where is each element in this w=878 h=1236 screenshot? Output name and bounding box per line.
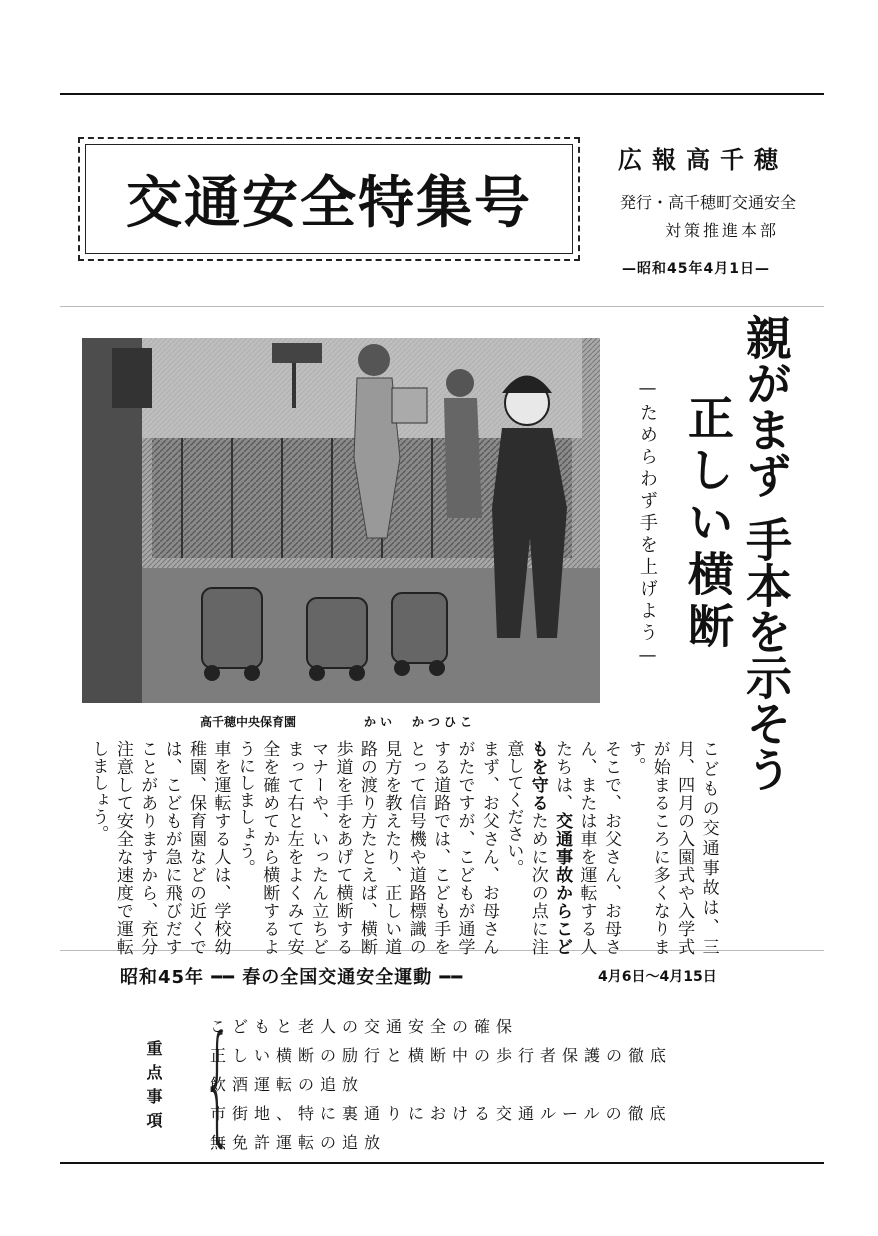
special-issue-title: 交通安全特集号 [126,171,532,236]
focus-item-4: 市街地、特に裏通りにおける交通ルールの徹底 [210,1104,672,1123]
headline-part-2: 手本を示そう [739,516,793,792]
focus-item-5: 無免許運転の追放 [210,1133,387,1152]
publisher-line-2: 対策推進本部 [665,221,780,240]
headline-part-1: 親がまず [739,314,793,498]
drawing-cars [202,588,447,668]
article-paragraph-4: 車を運転する人は、学校幼稚園、保育園などの近くでは、こどもが急に飛びだすことがありますから、充分注意して安全な速度で運転しましょう。 [88,740,231,955]
drawing-caption-school: 高千穂中央保育園 [200,715,297,729]
drawing-flag [392,388,427,423]
header-divider [60,306,824,307]
headline-line-2: 正しい横断 [681,394,735,654]
drawing-traffic-light [112,348,152,408]
article-paragraph-1: こどもの交通事故は、三月、四月の入園式や入学式が始まるころに多くなります。 [625,740,719,955]
drawing-child2-body [444,398,482,518]
brace-icon: { [202,1007,232,1159]
article-paragraph-2 [501,740,623,955]
child-drawing [82,338,600,703]
publisher-line-1: 発行・高千穂町交通安全 [620,193,797,212]
drawing-child-head [358,344,390,376]
drawing-svg [82,338,600,703]
article-emphasis: 交通事故からこどもを守る [527,740,573,955]
headline-line-1 [738,314,794,792]
focus-items-label: 重点事項 [144,1040,163,1136]
headline-subhead: —ためらわず手を上げよう— [637,378,658,670]
bottom-rule [60,1162,824,1164]
newsletter-name: 広報高千穂 [618,146,788,174]
campaign-dates: 4月6日～4月15日 [598,969,717,985]
focus-item-1: こどもと老人の交通安全の確保 [210,1017,519,1036]
focus-item-3: 飲酒運転の追放 [210,1075,365,1094]
issue-date: —昭和45年4月1日— [622,261,770,277]
article-paragraph-2-lead: そこで、お父さん、お母さん、または車を運転する人たちは、 [552,740,621,955]
article-body [86,740,721,955]
drawing-child2-head [446,369,474,397]
article-paragraph-2-tail: ために次の点に注意してください。 [503,740,548,955]
drawing-sign [272,343,322,363]
special-issue-title-box [78,137,580,261]
focus-item-2: 正しい横断の励行と横断中の歩行者保護の徹底 [210,1046,673,1065]
article-paragraph-3: まず、お父さん、お母さんがたですが、こどもが通学する道路では、こども手をとって信号機や道路標識の見方を教えたり、正しい道路の渡り方たとえば、横断歩道を手をあげて横断するマナーや、いったん立ちどまって右と左をよくみて安全を確めてから横断するようにしましょう。 [234,740,499,955]
top-rule [60,93,824,95]
campaign-title: 昭和45年 ━━ 春の全国交通安全運動 ━━ [120,967,464,988]
drawing-caption-artist: かい かつひこ [364,715,477,729]
